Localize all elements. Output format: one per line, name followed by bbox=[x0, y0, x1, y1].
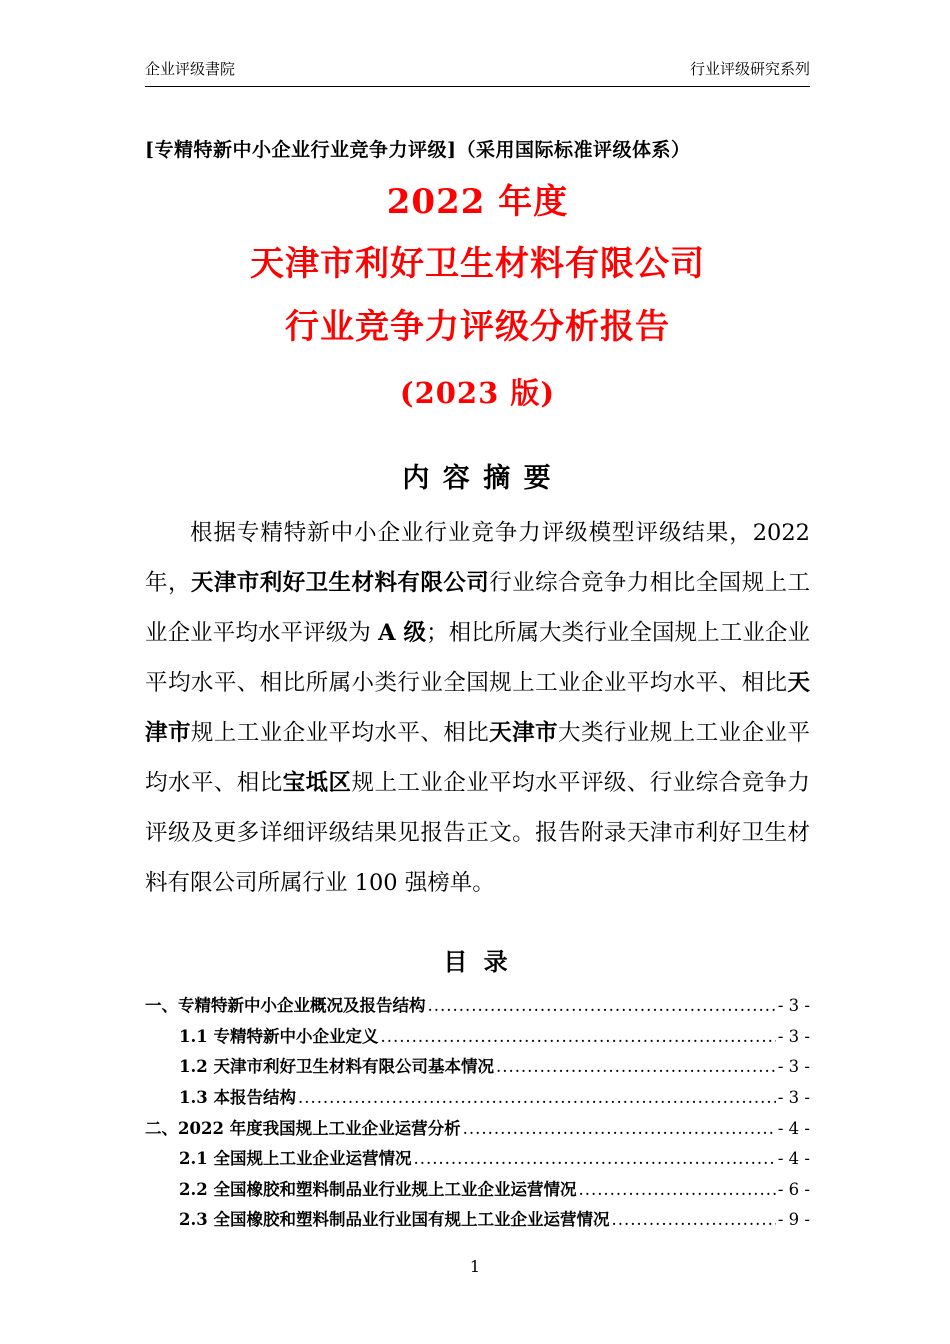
toc-entry[interactable] bbox=[145, 1144, 810, 1175]
toc-entry-page-number: - 6 - bbox=[777, 1179, 810, 1199]
report-type-line: [专精特新中小企业行业竞争力评级]（采用国际标准评级体系） bbox=[145, 139, 691, 161]
toc-entry[interactable] bbox=[145, 1175, 810, 1206]
toc-leader-dots bbox=[428, 991, 776, 1022]
toc-entry[interactable] bbox=[145, 1052, 810, 1083]
page-header bbox=[145, 58, 810, 87]
toc-entry[interactable] bbox=[145, 1114, 810, 1145]
summary-text-segment: ；相比所属大类行业全国规上工业企业平均水平、相比所属小类行业全国规上工业企业平均水平、相比 bbox=[145, 619, 810, 696]
toc-leader-dots bbox=[413, 1144, 775, 1175]
summary-paragraph bbox=[145, 509, 810, 909]
title-block bbox=[145, 178, 810, 414]
summary-text-segment: 规上工业企业平均水平、相比 bbox=[190, 719, 490, 746]
toc-leader-dots bbox=[578, 1175, 775, 1206]
toc-entry-page-number: - 3 - bbox=[777, 1026, 810, 1046]
summary-text-segment: A 级 bbox=[378, 619, 427, 646]
toc-entry-label: 2.3 全国橡胶和塑料制品业行业国有规上工业企业运营情况 bbox=[179, 1210, 610, 1230]
toc-entry-page-number: - 3 - bbox=[777, 996, 810, 1016]
header-left-text: 企业评级書院 bbox=[145, 60, 236, 78]
footer-page-number: 1 bbox=[469, 1257, 481, 1276]
toc-leader-dots bbox=[496, 1052, 776, 1083]
title-edition: (2023 版) bbox=[399, 375, 556, 410]
title-year: 2022 年度 bbox=[386, 182, 569, 222]
header-right-text: 行业评级研究系列 bbox=[689, 60, 810, 78]
summary-text-segment: 规上工业企业平均水平评级、行业综合竞争力评级及更多详细评级结果见报告正文。报告附录天津市利好卫生材料有限公司所属行业 100 强榜单。 bbox=[145, 769, 810, 896]
toc-leader-dots bbox=[298, 1083, 776, 1114]
toc-list bbox=[145, 991, 810, 1235]
title-company: 天津市利好卫生材料有限公司 bbox=[250, 244, 705, 285]
summary-text-segment: 天津市 bbox=[489, 719, 559, 746]
toc-entry[interactable] bbox=[145, 1022, 810, 1053]
toc-entry[interactable] bbox=[145, 1083, 810, 1114]
toc-entry-label: 一、专精特新中小企业概况及报告结构 bbox=[145, 996, 426, 1016]
toc-entry-label: 1.1 专精特新中小企业定义 bbox=[179, 1026, 379, 1046]
toc-entry-label: 2.1 全国规上工业企业运营情况 bbox=[179, 1149, 412, 1169]
toc-entry-page-number: - 3 - bbox=[777, 1087, 810, 1107]
toc-leader-dots bbox=[611, 1205, 775, 1236]
summary-text-segment: 行业综合竞争力相比全国规上工业企业平均水平评级为 bbox=[145, 569, 810, 646]
toc-entry-label: 1.3 本报告结构 bbox=[179, 1087, 296, 1107]
summary-text-segment: 大类行业规上工业企业平均水平、相比 bbox=[145, 719, 810, 796]
summary-text-segment: 根据专精特新中小企业行业竞争力评级模型评级结果，2022 年， bbox=[145, 519, 810, 596]
toc-entry-page-number: - 9 - bbox=[777, 1210, 810, 1230]
toc-entry-page-number: - 4 - bbox=[777, 1149, 810, 1169]
summary-heading: 内 容 摘 要 bbox=[402, 462, 553, 494]
toc-leader-dots bbox=[463, 1114, 776, 1145]
toc-entry-page-number: - 3 - bbox=[777, 1057, 810, 1077]
title-report: 行业竞争力评级分析报告 bbox=[285, 306, 670, 347]
toc-heading: 目 录 bbox=[443, 947, 512, 977]
toc-leader-dots bbox=[380, 1022, 775, 1053]
summary-text-segment: 天津市 bbox=[145, 669, 810, 746]
toc-entry-label: 二、2022 年度我国规上工业企业运营分析 bbox=[145, 1118, 461, 1138]
toc-entry[interactable] bbox=[145, 991, 810, 1022]
toc-entry[interactable] bbox=[145, 1205, 810, 1236]
toc-entry-label: 1.2 天津市利好卫生材料有限公司基本情况 bbox=[179, 1057, 494, 1077]
summary-text-segment: 天津市利好卫生材料有限公司 bbox=[190, 569, 490, 596]
toc-entry-label: 2.2 全国橡胶和塑料制品业行业规上工业企业运营情况 bbox=[179, 1179, 577, 1199]
summary-text-segment: 宝坻区 bbox=[282, 769, 352, 796]
toc-entry-page-number: - 4 - bbox=[777, 1118, 810, 1138]
